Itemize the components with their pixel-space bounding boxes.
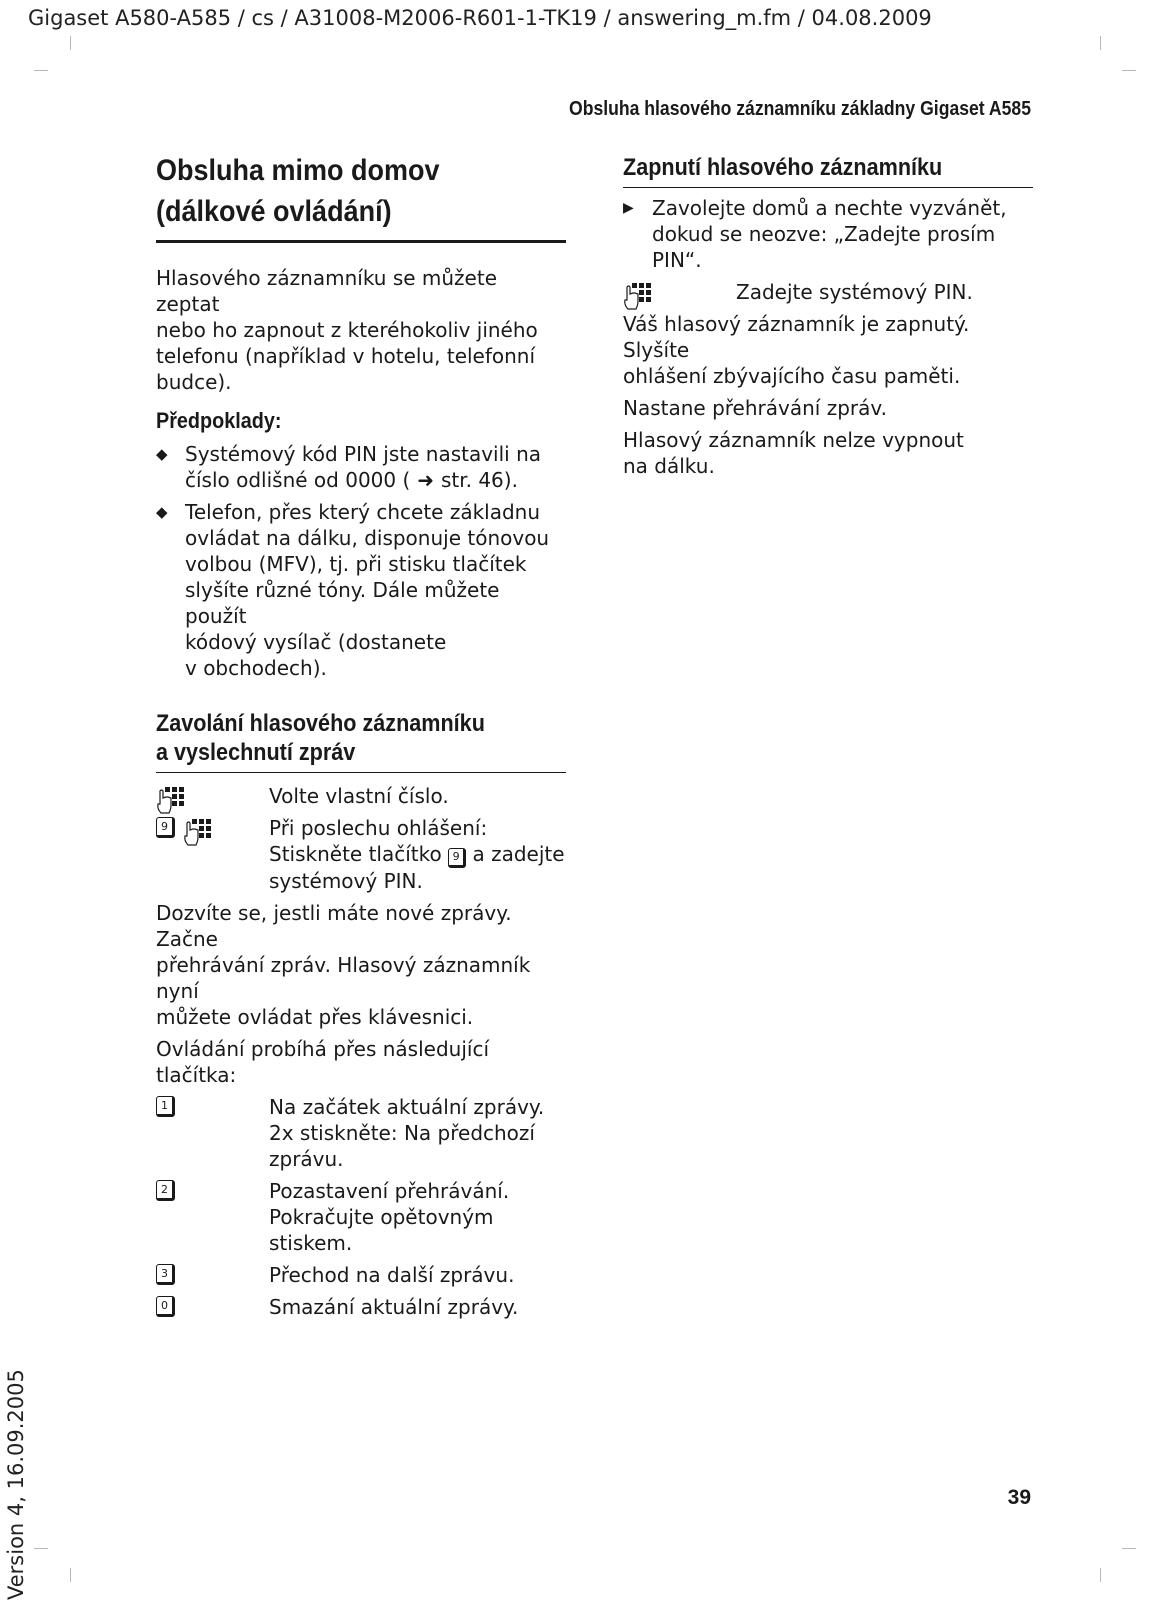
control-row: [156, 1178, 566, 1256]
text-line: Přechod na další zprávu.: [269, 1263, 515, 1287]
text-line: Váš hlasový záznamník je zapnutý. Slyšíte: [623, 312, 970, 362]
note-paragraph: [623, 427, 1033, 479]
key-0-icon: 0: [156, 1296, 175, 1317]
text-line: Pozastavení přehrávání.: [269, 1179, 510, 1203]
text-line: Dozvíte se, jestli máte nové zprávy. Začne: [156, 901, 512, 951]
control-row: [156, 1262, 566, 1288]
text-line: ohlášení zbývajícího času paměti.: [623, 364, 961, 388]
heading-text: a vyslechnutí zpráv: [156, 739, 356, 766]
crop-mark: [70, 36, 71, 50]
key-9-icon: 9: [156, 817, 175, 838]
controls-intro: [156, 1036, 566, 1088]
heading-text: Předpoklady:: [156, 408, 282, 433]
text-line: dokud se neozve: „Zadejte prosím PIN“.: [652, 222, 996, 272]
title-line: Obsluha mimo domov: [156, 154, 440, 187]
text-line: můžete ovládat přes klávesnici.: [156, 1005, 474, 1029]
page-reference-link[interactable]: str. 46).: [440, 468, 518, 492]
text-line: přehrávání zpráv. Hlasový záznamník nyní: [156, 953, 531, 1003]
text-fragment: Stiskněte tlačítko: [269, 842, 442, 866]
text-line: Volte vlastní číslo.: [269, 784, 449, 808]
status-paragraph: [623, 311, 1033, 389]
key-3-icon: 3: [156, 1264, 175, 1285]
intro-paragraph: [156, 265, 566, 395]
control-row: [156, 1094, 566, 1172]
list-item: [623, 195, 1033, 273]
title-line: (dálkové ovládání): [156, 195, 392, 228]
text-line: telefonu (například v hotelu, telefonní: [156, 344, 536, 368]
text-line: volbou (MFV), tj. při stisku tlačítek: [185, 552, 527, 576]
text-line: nebo ho zapnout z kteréhokoliv jiného: [156, 318, 538, 342]
text-line: Hlasového záznamníku se můžete zeptat: [156, 266, 498, 316]
text-line: Ovládání probíhá přes následující tlačítka:: [156, 1037, 489, 1087]
text-line: [185, 467, 566, 493]
running-head: Obsluha hlasového záznamníku základny Gigaset A585: [569, 98, 1031, 120]
crop-mark: [1122, 70, 1136, 71]
step-dial: [156, 783, 566, 809]
text-line: budce).: [156, 370, 232, 394]
crop-mark: [34, 1548, 48, 1549]
prereq-heading: [156, 407, 566, 435]
text-line: Nastane přehrávání zpráv.: [623, 396, 888, 420]
list-item: [156, 499, 566, 681]
file-header: Gigaset A580-A585 / cs / A31008-M2006-R601-1-TK19 / answering_m.fm / 04.08.2009: [28, 6, 932, 30]
side-version: Version 4, 16.09.2005: [4, 1369, 28, 1600]
text-line: v obchodech).: [185, 656, 327, 680]
keypad-dial-icon: [156, 785, 186, 815]
left-column: [156, 150, 566, 1320]
heading-text: Zapnutí hlasového záznamníku: [623, 154, 943, 181]
text-line: Hlasový záznamník nelze vypnout: [623, 428, 964, 452]
crop-mark: [1122, 1548, 1136, 1549]
text-line: Zadejte systémový PIN.: [736, 280, 973, 304]
activate-steps: [623, 195, 1033, 273]
prereq-list: [156, 441, 566, 681]
crop-mark: [1100, 36, 1101, 50]
page-number: 39: [1007, 1486, 1031, 1509]
text-line: zprávu.: [269, 1147, 344, 1171]
text-line: ovládat na dálku, disponuje tónovou: [185, 526, 550, 550]
playback-paragraph: [623, 395, 1033, 421]
text-line: slyšíte různé tóny. Dále můžete použít: [185, 578, 500, 628]
list-item: [156, 441, 566, 493]
text-line: Při poslechu ohlášení:: [269, 816, 488, 840]
text-line: Systémový kód PIN jste nastavili na: [185, 442, 542, 466]
keypad-dial-icon: [623, 281, 653, 311]
control-row: [156, 1294, 566, 1320]
crop-mark: [70, 1568, 71, 1582]
text-fragment: číslo odlišné od 0000 (: [185, 468, 411, 492]
diamond-bullet-icon: ◆: [156, 503, 168, 521]
text-fragment: a zadejte: [472, 842, 565, 866]
step-pin-right: [623, 279, 1033, 305]
text-line: 2x stiskněte: Na předchozí: [269, 1121, 535, 1145]
text-line: Na začátek aktuální zprávy.: [269, 1095, 545, 1119]
triangle-bullet-icon: ▶: [623, 200, 634, 216]
text-line: systémový PIN.: [269, 869, 423, 893]
text-line: stiskem.: [269, 1231, 353, 1255]
text-line: Smazání aktuální zprávy.: [269, 1295, 519, 1319]
key-9-icon: 9: [448, 848, 466, 868]
step-pin: [156, 815, 566, 894]
text-line: Telefon, přes který chcete základnu: [185, 500, 541, 524]
right-column: [623, 150, 1033, 479]
page-title: [156, 150, 566, 243]
after-paragraph: [156, 900, 566, 1030]
text-line: Zavolejte domů a nechte vyzvánět,: [652, 196, 1007, 220]
text-line: Pokračujte opětovným: [269, 1205, 494, 1229]
call-heading: [156, 709, 566, 773]
diamond-bullet-icon: ◆: [156, 445, 168, 463]
text-line: kódový vysílač (dostanete: [185, 630, 447, 654]
activate-heading: [623, 150, 1033, 188]
keypad-dial-icon: [183, 817, 213, 847]
crop-mark: [34, 70, 48, 71]
key-2-icon: 2: [156, 1180, 175, 1201]
text-line: na dálku.: [623, 454, 715, 478]
crop-mark: [1100, 1568, 1101, 1582]
key-1-icon: 1: [156, 1096, 175, 1117]
text-line: [269, 841, 566, 868]
arrow-right-icon: ➜: [410, 468, 441, 492]
heading-text: Zavolání hlasového záznamníku: [156, 710, 485, 737]
